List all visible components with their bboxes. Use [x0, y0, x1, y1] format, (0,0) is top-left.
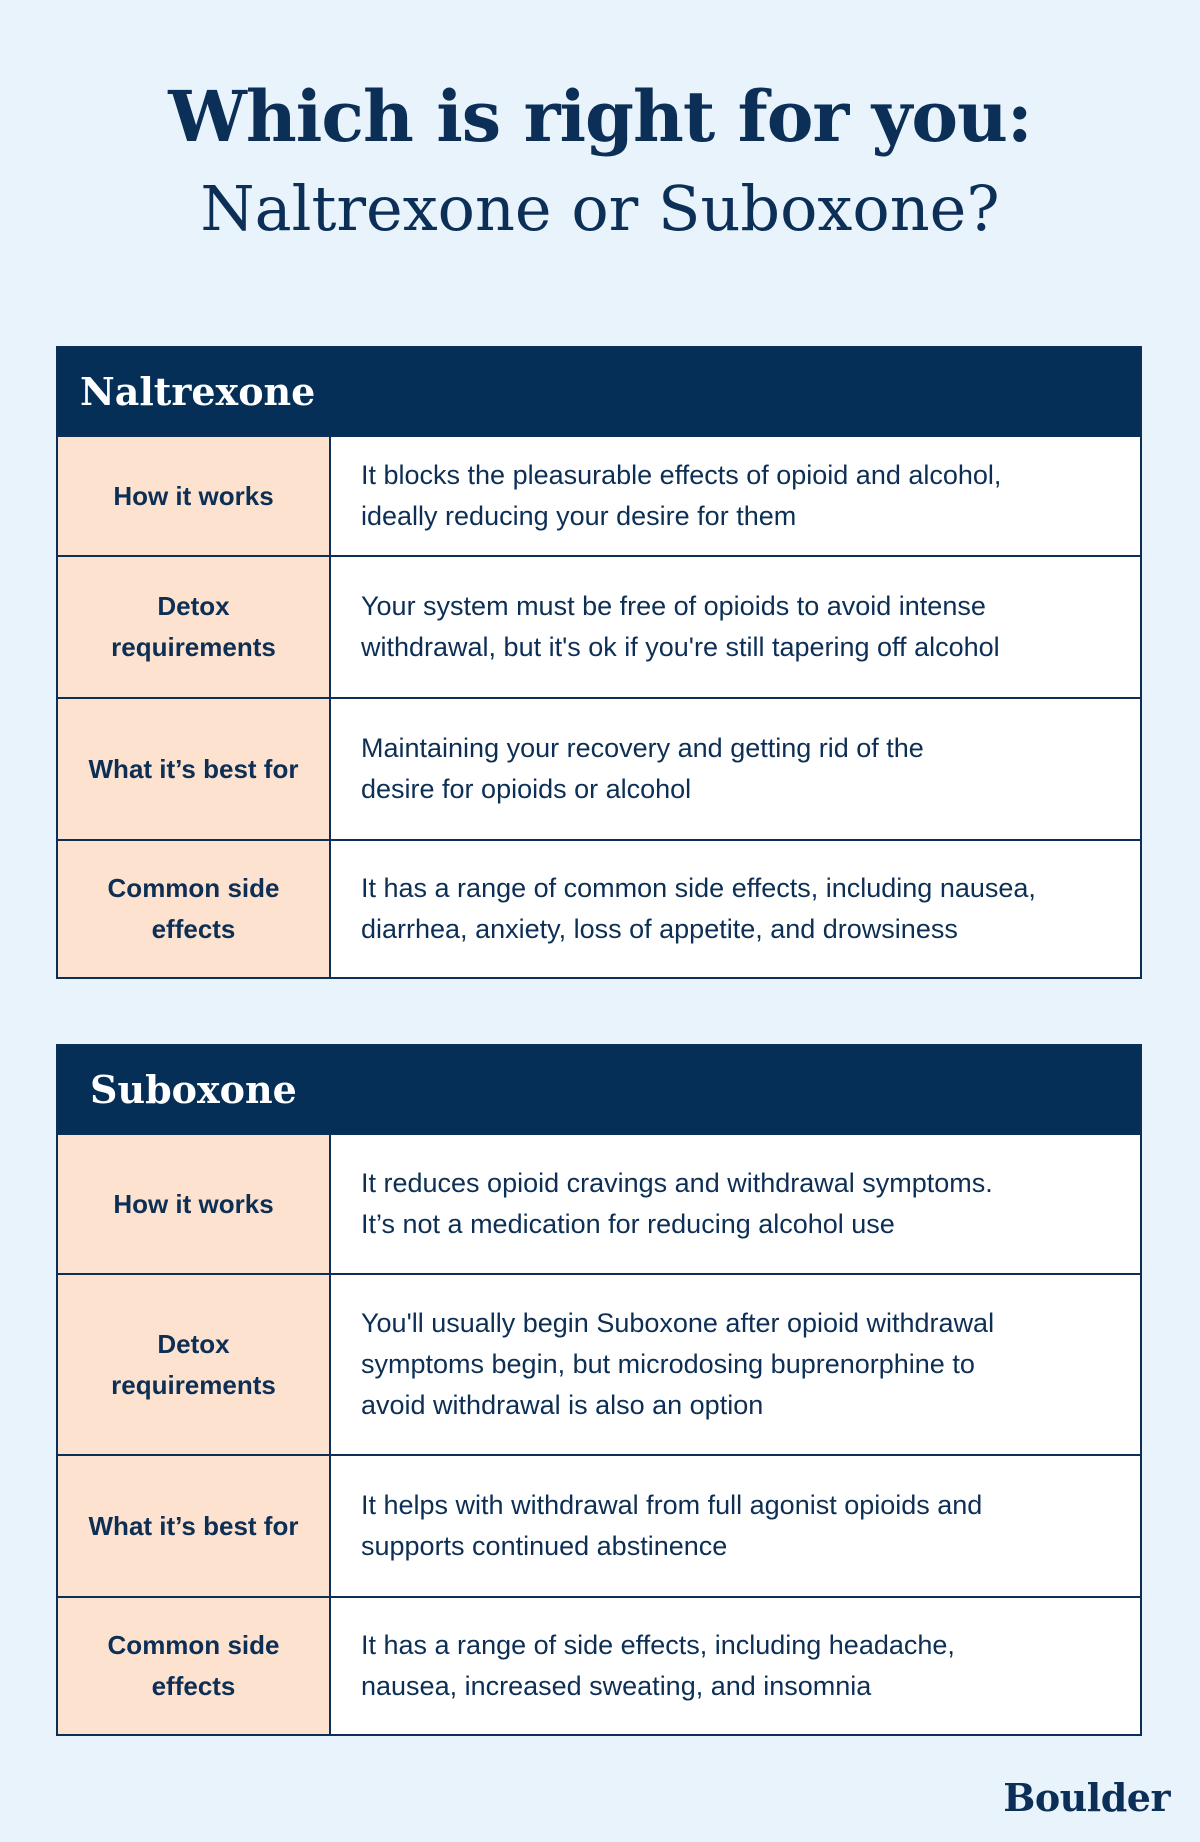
row-text-line: It blocks the pleasurable effects of opioid and alcohol, [361, 460, 1002, 490]
table-row-side-effects [58, 1596, 1140, 1734]
table-row-how-it-works [58, 1133, 1140, 1273]
row-text [331, 1275, 1140, 1454]
row-text [331, 1598, 1140, 1734]
table-row-best-for [58, 1454, 1140, 1596]
row-label-line: How it works [113, 1188, 274, 1219]
table-header-naltrexone: Naltrexone [58, 348, 1140, 435]
row-text-line: It’s not a medication for reducing alcohol use [361, 1209, 895, 1239]
row-text [331, 437, 1140, 555]
row-label-line: Common [107, 1630, 221, 1660]
row-label-line: best for [203, 753, 299, 784]
row-label [58, 699, 331, 839]
row-label-line: How it works [113, 480, 274, 511]
row-label-line: What it’s [88, 753, 196, 784]
row-text-line: ideally reducing your desire for them [361, 501, 797, 531]
row-label [58, 841, 331, 977]
row-text [331, 1456, 1140, 1596]
row-label-line: side effects [151, 1630, 280, 1701]
row-text [331, 557, 1140, 697]
row-text [331, 699, 1140, 839]
table-row-best-for [58, 697, 1140, 839]
page-subtitle: Naltrexone or Suboxone? [200, 172, 1000, 245]
row-text-line: symptoms begin, but microdosing buprenorphine to [361, 1349, 975, 1379]
row-text [331, 841, 1140, 977]
row-text-line: diarrhea, anxiety, loss of appetite, and drowsiness [361, 914, 958, 944]
row-label-line: side effects [151, 873, 280, 944]
row-label-line: Detox [157, 591, 230, 621]
suboxone-table [56, 1044, 1142, 1736]
row-text-line: supports continued abstinence [361, 1531, 728, 1561]
row-text-line: nausea, increased sweating, and insomnia [361, 1671, 872, 1701]
naltrexone-table [56, 346, 1142, 979]
table-row-detox-requirements [58, 555, 1140, 697]
row-text-line: Maintaining your recovery and getting rid of the [361, 733, 924, 763]
row-text [331, 1135, 1140, 1273]
table-row-detox-requirements [58, 1273, 1140, 1454]
page-title: Which is right for you: [168, 75, 1032, 158]
row-text-line: Your system must be free of opioids to avoid intense [361, 591, 986, 621]
row-label [58, 1135, 331, 1273]
row-label-line: best for [203, 1510, 299, 1541]
row-label [58, 1598, 331, 1734]
row-text-line: You'll usually begin Suboxone after opioid withdrawal [361, 1308, 995, 1338]
table-header-suboxone: Suboxone [58, 1046, 1140, 1133]
row-label-line: requirements [111, 1369, 276, 1400]
row-text-line: It has a range of common side effects, including nausea, [361, 873, 1036, 903]
row-label-line: Common [107, 873, 221, 903]
row-label-line: requirements [111, 632, 276, 662]
row-label [58, 1275, 331, 1454]
row-text-line: withdrawal, but it's ok if you're still tapering off alcohol [361, 632, 1000, 662]
row-text-line: It reduces opioid cravings and withdrawal symptoms. [361, 1168, 993, 1198]
row-label [58, 1456, 331, 1596]
row-label-line: Detox [157, 1328, 230, 1359]
row-label-line: What it’s [88, 1510, 196, 1541]
table-row-side-effects [58, 839, 1140, 977]
row-text-line: avoid withdrawal is also an option [361, 1390, 764, 1420]
table-row-how-it-works [58, 435, 1140, 555]
row-label [58, 437, 331, 555]
row-text-line: It has a range of side effects, including headache, [361, 1630, 955, 1660]
row-text-line: desire for opioids or alcohol [361, 774, 692, 804]
row-label [58, 557, 331, 697]
row-text-line: It helps with withdrawal from full agonist opioids and [361, 1490, 983, 1520]
boulder-logo: Boulder [1003, 1775, 1170, 1820]
title-block [0, 72, 1200, 254]
